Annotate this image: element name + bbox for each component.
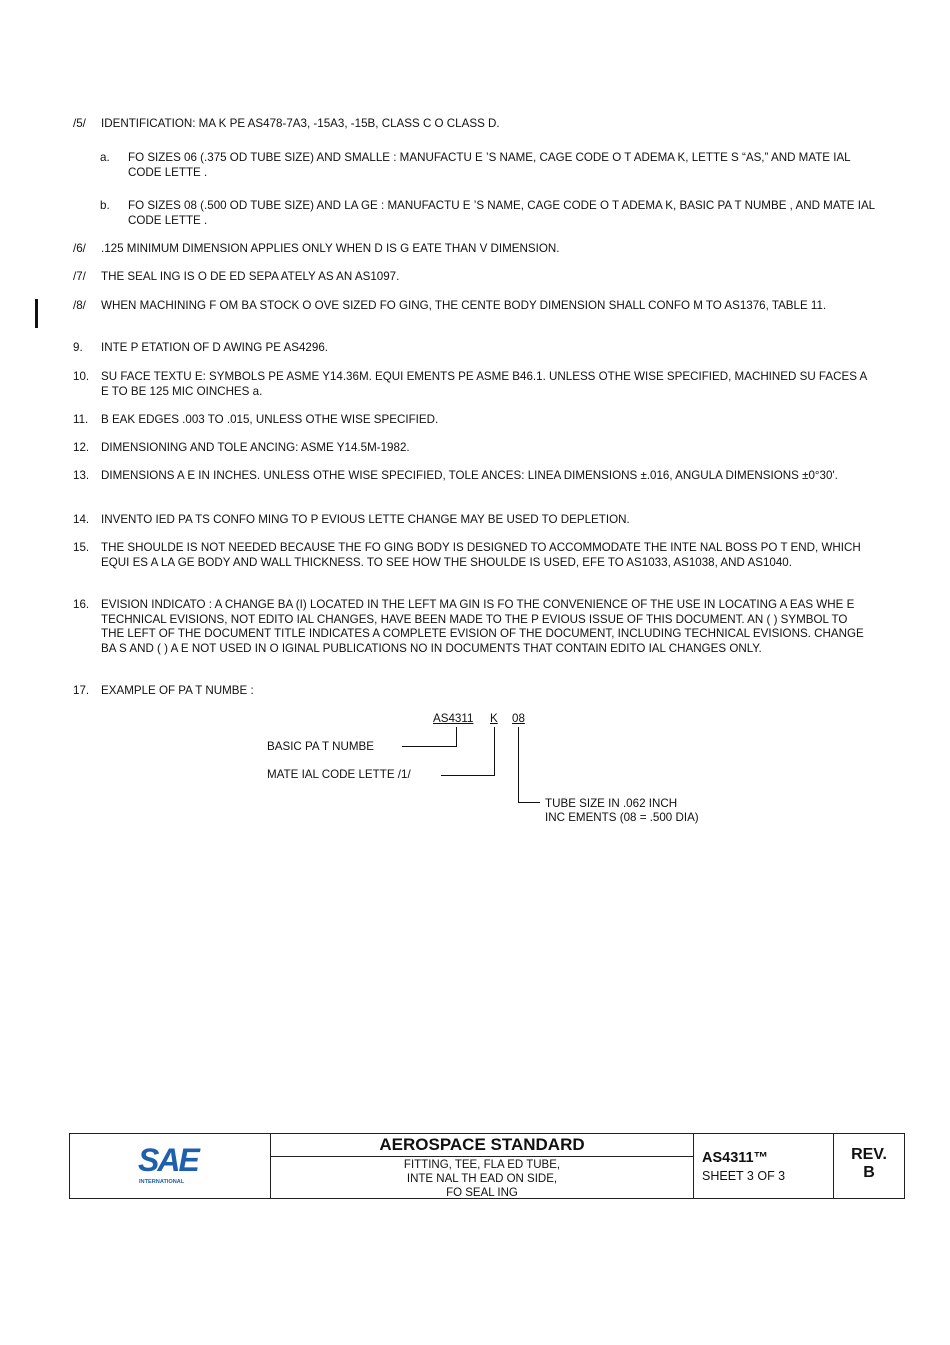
note-text: FO SIZES 06 (.375 OD TUBE SIZE) AND SMALLE : MANUFACTU E ’S NAME, CAGE CODE O T ADEMA K, LETTE S “AS,” AND MATE IAL CODE LETTE . xyxy=(128,151,851,179)
title-line: FO SEAL ING xyxy=(446,1187,518,1199)
part-number-material-code: K xyxy=(490,712,498,725)
logo-cell xyxy=(70,1134,271,1198)
note-text: B EAK EDGES .003 TO .015, UNLESS OTHE WISE SPECIFIED. xyxy=(101,413,439,426)
title-line: FITTING, TEE, FLA ED TUBE, xyxy=(403,1159,561,1171)
note-number: a. xyxy=(100,151,110,164)
note-number: 9. xyxy=(73,341,83,354)
note-text: INTE P ETATION OF D AWING PE AS4296. xyxy=(101,341,328,354)
title-line: INTE NAL TH EAD ON SIDE, xyxy=(406,1173,558,1185)
note-5b xyxy=(100,199,875,228)
part-number-tube-size: 08 xyxy=(512,712,525,725)
note-13 xyxy=(73,469,873,484)
leader-line xyxy=(518,802,540,803)
note-text: EVISION INDICATO : A CHANGE BA (I) LOCATED IN THE LEFT MA GIN IS FO THE CONVENIENCE OF THE USE IN LOCATING A EAS WHE E TECHNICAL EVISIONS, NOT EDITO IAL CHANGES, HAVE BEEN MADE TO THE P EVIOUS ISSUE OF THIS DOCUMENT. AN ( ) SYMBOL TO THE LEFT OF THE DOCUMENT TITLE INDICATES A COMPLETE EVISION OF THE DOCUMENT, INCLUDING TECHNICAL EVISIONS. CHANGE BA S AND ( ) A E NOT USED IN O IGINAL PUBLICATIONS NO IN DOCUMENTS THAT CONTAIN EDITO IAL CHANGES ONLY. xyxy=(101,598,864,655)
document-title xyxy=(271,1157,693,1200)
revision-change-bar xyxy=(35,299,38,328)
note-text: INVENTO IED PA TS CONFO MING TO P EVIOUS LETTE CHANGE MAY BE USED TO DEPLETION. xyxy=(101,513,630,526)
note-14 xyxy=(73,513,873,528)
note-6 xyxy=(73,242,873,257)
label-basic-part-number: BASIC PA T NUMBE xyxy=(267,740,374,753)
note-text: EXAMPLE OF PA T NUMBE : xyxy=(101,684,254,697)
note-17 xyxy=(73,684,873,699)
note-5a xyxy=(100,151,875,180)
note-number: 13. xyxy=(73,469,90,482)
revision-label xyxy=(834,1134,904,1182)
leader-line xyxy=(441,775,495,776)
note-text: WHEN MACHINING F OM BA STOCK O OVE SIZED FO GING, THE CENTE BODY DIMENSION SHALL CONFO M TO AS1376, TABLE 11. xyxy=(101,299,827,312)
note-text: DIMENSIONING AND TOLE ANCING: ASME Y14.5M-1982. xyxy=(101,441,410,454)
note-11 xyxy=(73,413,873,428)
revision-label-text: REV. xyxy=(851,1146,887,1163)
note-number: b. xyxy=(100,199,110,212)
note-10 xyxy=(73,370,873,399)
note-number: 10. xyxy=(73,370,90,383)
title-block xyxy=(69,1133,905,1199)
note-number: /7/ xyxy=(73,270,86,283)
note-16 xyxy=(73,598,873,656)
note-text: SU FACE TEXTU E: SYMBOLS PE ASME Y14.36M. EQUI EMENTS PE ASME B46.1. UNLESS OTHE WISE SPECIFIED, MACHINED SU FACES A E TO BE 125 MIC OINCHES a. xyxy=(101,370,867,398)
note-number: 17. xyxy=(73,684,90,697)
note-text: DIMENSIONS A E IN INCHES. UNLESS OTHE WISE SPECIFIED, TOLE ANCES: LINEA DIMENSIONS ±.016, ANGULA DIMENSIONS ±0°30'. xyxy=(101,469,838,482)
note-number: 14. xyxy=(73,513,90,526)
note-number: /8/ xyxy=(73,299,86,312)
leader-line xyxy=(402,746,457,747)
logo-text: SAE xyxy=(138,1142,198,1178)
leader-line xyxy=(518,727,519,803)
note-12 xyxy=(73,441,873,456)
sheet-number: SHEET 3 OF 3 xyxy=(702,1169,786,1183)
note-text: THE SEAL ING IS O DE ED SEPA ATELY AS AN AS1097. xyxy=(101,270,400,283)
note-number: 15. xyxy=(73,541,90,554)
note-number: 12. xyxy=(73,441,90,454)
note-text: FO SIZES 08 (.500 OD TUBE SIZE) AND LA GE : MANUFACTU E ’S NAME, CAGE CODE O T ADEMA K, BASIC PA T NUMBE , AND MATE IAL CODE LETTE . xyxy=(128,199,875,227)
logo-subtext: INTERNATIONAL xyxy=(139,1179,185,1185)
title-cell xyxy=(271,1134,694,1198)
note-text: THE SHOULDE IS NOT NEEDED BECAUSE THE FO GING BODY IS DESIGNED TO ACCOMMODATE THE INTE NAL BOSS PO T END, WHICH EQUI ES A LA GE BODY AND WALL THICKNESS. TO SEE HOW THE SHOULDE IS USED, EFE TO AS1033, AS1038, AND AS1040. xyxy=(101,541,861,569)
sae-logo-icon xyxy=(138,1141,208,1187)
label-tube-size-line2: INC EMENTS (08 = .500 DIA) xyxy=(545,811,699,824)
note-number: 11. xyxy=(73,413,89,426)
part-number-base: AS4311 xyxy=(433,712,474,725)
note-8 xyxy=(73,299,873,314)
note-text: IDENTIFICATION: MA K PE AS478-7A3, -15A3, -15B, CLASS C O CLASS D. xyxy=(101,117,500,130)
note-number: /5/ xyxy=(73,117,86,130)
note-9 xyxy=(73,341,873,356)
standard-heading: AEROSPACE STANDARD xyxy=(271,1134,693,1157)
label-material-code: MATE IAL CODE LETTE /1/ xyxy=(267,768,411,781)
leader-line xyxy=(456,727,457,747)
revision-cell xyxy=(834,1134,904,1198)
leader-line xyxy=(494,727,495,776)
document-number-cell xyxy=(694,1134,834,1198)
note-7 xyxy=(73,270,873,285)
note-15 xyxy=(73,541,873,570)
note-number: /6/ xyxy=(73,242,86,255)
note-text: .125 MINIMUM DIMENSION APPLIES ONLY WHEN D IS G EATE THAN V DIMENSION. xyxy=(101,242,560,255)
note-number: 16. xyxy=(73,598,90,611)
revision-value: B xyxy=(863,1164,875,1181)
label-tube-size-line1: TUBE SIZE IN .062 INCH xyxy=(545,797,678,810)
note-5 xyxy=(73,117,873,132)
document-number: AS4311™ xyxy=(702,1150,769,1166)
